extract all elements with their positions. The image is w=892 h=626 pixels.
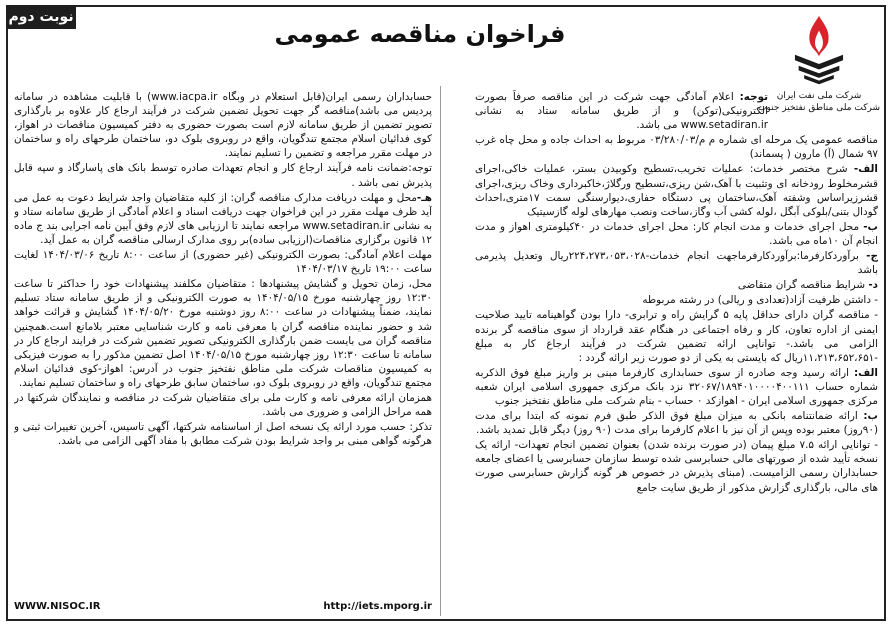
paragraph (14, 420, 432, 448)
paragraph (475, 438, 878, 494)
paragraph-label: ب- (863, 220, 878, 233)
paragraph (14, 277, 432, 390)
paragraph (475, 162, 878, 218)
paragraph-text: توجه:ضمانت نامه فرآیند ارجاع کار و انجام تعهدات صادره توسط بانک های پاسارگاد و سپه قابل پذیرش نمی باشد . (14, 162, 432, 189)
paragraph-label: د- (868, 279, 878, 292)
paragraph (475, 220, 878, 248)
paragraph (14, 248, 432, 276)
round-badge: نوبت دوم (6, 5, 76, 29)
paragraph-text: ارائه رسید وجه صادره از سوی حسابداری کارفرما مبنی بر واریز مبلغ فوق الذکربه شماره حساب ۳۲۰۶۷/۱۸۹۴۰۱۰۰۰۰۴۰۰۱۱۱ نزد بانک مرکزی جمهوری اسلامی ایران شعبه مرکزی جمهوری اسلامی ایران - اهوازکد ۰ حساب - بنام شرکت ملی مناطق نفتخیز جنوب (475, 366, 878, 407)
column-divider (440, 86, 441, 616)
flame-logo-icon (782, 12, 856, 90)
paragraph (475, 133, 878, 161)
paragraph-text: محل اجرای خدمات و مدت انجام کار: محل اجرای خدمات در ۴۰کیلومتری اهواز و مدت انجام آن ۱۰ماه می باشد. (475, 220, 878, 247)
paragraph-text: مهلت اعلام آمادگی: بصورت الکترونیکی (غیر حضوری) از ساعت ۸:۰۰ تاریخ ۱۴۰۴/۰۳/۰۶ لغایت ساعت ۱۹:۰۰ تاریخ ۱۴۰۴/۰۳/۱۷ (14, 249, 432, 276)
paragraph-label: توجه: (739, 91, 768, 103)
paragraph-text: شرح مختصر خدمات: عملیات تخریب،تسطیح وکوبیدن بستر، عملیات خاکی،اجرای قشرمخلوط رودخانه ای وتثبیت با آهک،شن ریزی،تسطیح ورگلاژ،خاکبرداری وخاک ریزی،اجرای قشرزیراساس وشفته آهک،ساختمان پی دستگاه حفاری،دیوارسنگی سمت ۱۷متری،احداث گودال بتنی/بلوکی آبگل ،لوله کشی آب وگاز،ساخت ونصب مهارهای لوله گازسیتیک (475, 163, 878, 218)
paragraph-text: محل، زمان تحویل و گشایش پیشنهادها : متقاضیان مکلفند پیشنهادات خود را حداکثر تا ساعت ۱۲:۳۰ روز چهارشنبه مورخ ۱۴۰۴/۰۵/۱۵ به صورت الکترونیکی و از طریق سامانه ستاد تسلیم نمایند، ضمناً پیشنهادات در ساعت ۸:۰۰ روز دوشنبه مورخ ۱۴۰۴/۰۵/۲۰ گشایش و قرائت خواهد شد و حضور نماینده مناقصه گران با معرفی نامه و کارت شناسایی معتبر بلامانع است.همچنین مناقصه گران می بایست ضمن بارگذاری الکترونیکی تصویر تضمین شرکت در فرایند ارجاع کار در سامانه تا ساعت ۱۲:۳۰ روز چهارشنبه مورخ ۱۴۰۴/۰۵/۱۵ اصل تضمین مذکور را به صورت فیزیکی به کمیسیون مناقصات شرکت ملی مناطق نفتخیز جنوب در آدرس: اهواز-کوی فدائیان اسلام مجتمع تندگویان، واقع در روبروی بلوک دو، ساختمان سابق طرحهای راه و ساختمان تسلیم نمایند. (14, 278, 432, 389)
paragraph (475, 308, 878, 364)
paragraph-label: هـ- (416, 191, 432, 204)
paragraph-text: شرایط مناقصه گران متقاضی (737, 279, 869, 292)
paragraph (475, 90, 768, 132)
paragraph (14, 391, 432, 419)
paragraph (14, 161, 432, 189)
nisoc-website-link[interactable]: WWW.NISOC.IR (14, 601, 101, 612)
paragraph-text: ارائه ضمانتنامه بانکی به میزان مبلغ فوق الذکر طبق فرم نمونه که ابتدا برای مدت (۹۰روز) معتبر بوده وپس از آن نیز با اعلام کارفرما برای مدت (۹۰ روز) دیگر قابل تمدید باشد. (475, 410, 878, 437)
paragraph-label: الف- (853, 163, 878, 176)
paragraph (475, 249, 878, 277)
paragraph-text: - توانایی ارائه ۷.۵ مبلغ پیمان (در صورت برنده شدن) بعنوان تضمین انجام تعهدات- ارائه یک نسخه تأیید شده از صورتهای مالی حسابرسی شده توسط سازمان حسابرسی یا اعضای جامعه حسابداران رسمی الزامیست. (مبنای پذیرش در خصوص هر گونه گزارش حسابرسی صورت های مالی، بارگذاری گزارش مذکور از طریق سایت جامع (475, 439, 878, 494)
left-column (14, 90, 432, 590)
paragraph-text: برآوردکارفرما:برآوردکارفرماجهت انجام خدمات-۲۲۴،۲۷۳،۰۵۳،۰۲۸ریال وتعدیل پذیرمی باشد (475, 250, 878, 277)
paragraph-text: محل و مهلت دریافت مدارک مناقصه گران: از کلیه متقاضیان واجد شرایط دعوت به عمل می آید ظرف مهلت مقرر در این فراخوان جهت دریافت اسناد و اعلام آمادگی از طریق سامانه ستاد و به نشانی www.setadiran.ir مراجعه نمایند تا ارزیابی های لازم وفق آیین نامه اجرایی بند ج ماده ۱۲ قانون برگزاری مناقصات(ارزیابی ساده)بر روی مدارک ارسالی مناقصه گران به عمل آید. (14, 191, 432, 246)
paragraph-text: - داشتن ظرفیت آزاد(تعدادی و ریالی) در رشته مربوطه (642, 294, 878, 307)
paragraph (14, 90, 432, 160)
paragraph (475, 366, 878, 408)
right-column (475, 90, 878, 616)
paragraph (475, 293, 878, 307)
paragraph-text: مناقصه عمومی یک مرحله ای شماره م م/۰۳/۲۸۰/۰۳ مربوط به احداث جاده و محل چاه غرب ۹۷ شمال (آ) مارون ( پسماند) (475, 134, 878, 161)
paragraph-label: ج- (866, 250, 878, 263)
paragraph-text: - مناقصه گران دارای حداقل پایه ۵ گرایش راه و ترابری- دارا بودن گواهینامه تایید صلاحیت ایمنی از اداره تعاون، کار و رفاه اجتماعی در هنگام عقد قرارداد از سوی مناقصه گر برنده الزامی می باشد.- توانایی ارائه تضمین شرکت در فرآیند ارجاع کار به مبلغ -۱۱،۲۱۳،۶۵۲،۶۵۱ریال که بایستی به یکی از دو صورت زیر ارائه گردد : (475, 309, 878, 364)
paragraph-text: همزمان ارائه معرفی نامه و کارت ملی برای متقاضیان شرکت در مناقصه و نمایندگان شرکتها در همه مراحل الزامی و ضروری می باشد. (14, 391, 432, 419)
paragraph (475, 278, 878, 292)
paragraph-text: تذکر: حسب مورد ارائه یک نسخه اصل از اساسنامه شرکتها، آگهی تاسیس، آخرین تغییرات ثبتی و هرگونه گواهی مبنی بر واجد شرایط بودن شرکت مطابق با مفاد آگهی الزامی می باشد. (14, 421, 432, 448)
paragraph-label: ب: (863, 410, 878, 423)
paragraph (475, 409, 878, 437)
footer (14, 601, 432, 612)
paragraph-label: الف: (854, 366, 878, 379)
notice-title: فراخوان مناقصه عمومی (274, 20, 566, 48)
iets-website-link[interactable]: http://iets.mporg.ir (323, 601, 432, 612)
logo-line-2: شرکت ملی مناطق نفتخیز جنوب (758, 103, 880, 113)
paragraph-text: اعلام آمادگی جهت شرکت در این مناقصه صرفاً بصورت الکترونیکی(توکن) و از طریق سامانه ستاد به نشانی www.setadiran.ir می باشد. (475, 91, 768, 132)
logo-line-1: شرکت ملی نفت ایران (776, 91, 862, 101)
paragraph-text: حسابداران رسمی ایران(قابل استعلام در وبگاه www.iacpa.ir) با قابلیت مشاهده در سامانه پردیس می باشد)مناقصه گر جهت تحویل تضمین شرکت در فرآیند ارجاع کار علاوه بر بارگذاری تصویر تضمین از طریق سامانه لازم است بصورت حضوری به دفتر کمیسیون مناقصات در اهواز، کوی فدائیان اسلام مجتمع تندگویان، واقع در روبروی بلوک دو، ساختمان طرحهای راه و ساختمان در مهلت مقرر مراجعه و تضمین را تسلیم نمایند. (14, 91, 432, 160)
paragraph (14, 191, 432, 247)
